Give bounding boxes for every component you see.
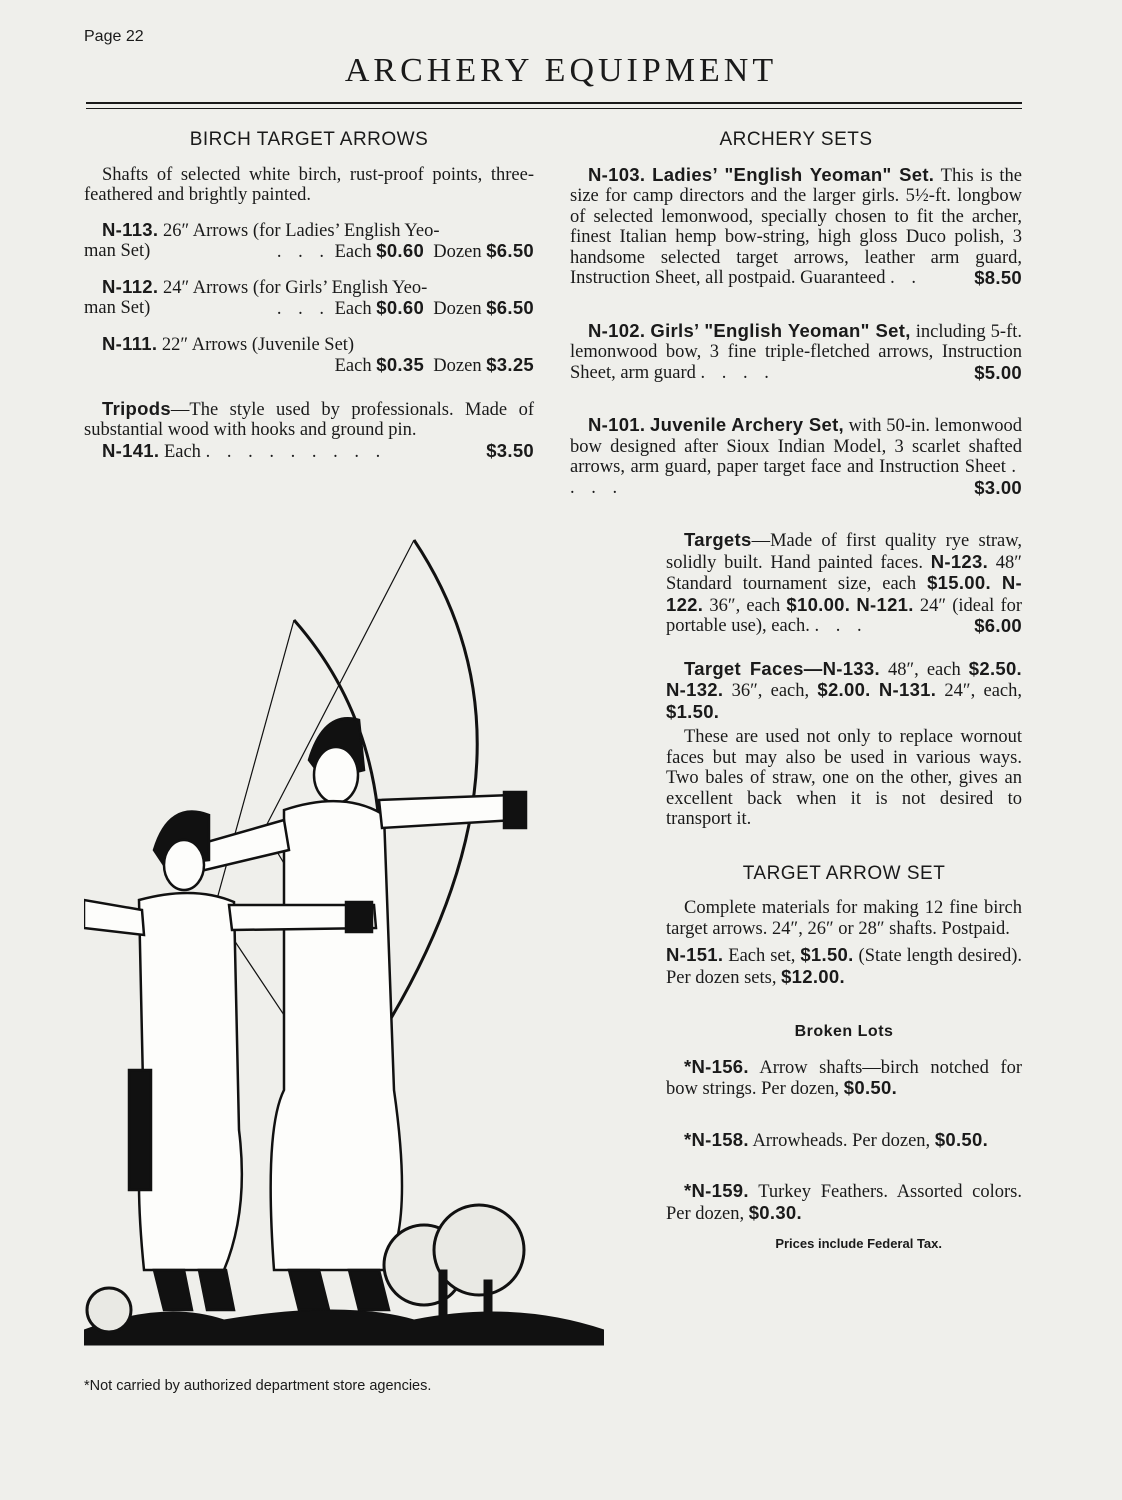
item-code: N-132. — [666, 679, 724, 700]
dozen-label: Dozen — [433, 299, 482, 319]
broken-item-n156 — [666, 1057, 1022, 1100]
item-desc-cont: man Set) — [84, 241, 151, 261]
item-code: N-131. — [878, 679, 937, 700]
tripods-label: Tripods — [102, 397, 171, 419]
faces-desc: 48″, each — [887, 659, 961, 680]
dozen-price: $6.50 — [486, 297, 534, 318]
targets-text: —Made of first quality rye straw, solidly built. Hand painted faces. — [666, 531, 1022, 573]
set-name: Ladies’ "English Yeoman" Set. — [652, 163, 935, 185]
faces-desc: 36″, each, — [731, 681, 810, 701]
targets-desc: 36″, each — [709, 595, 781, 616]
set-name: Girls’ "English Yeoman" Set, — [650, 319, 911, 341]
price: $6.00 — [974, 615, 1022, 636]
set-item-n101: N-101. Juvenile Archery Set, with 50-in. lemonwood bow designed after Sioux Indian Model, 3 scarlet shafted arrows, arm guard, paper target face and Instruction Sheet . . . . $3.00 — [570, 414, 1022, 498]
item-code: *N-159. — [684, 1180, 749, 1201]
arrow-set-text: Complete materials for making 12 fine birch target arrows. 24″, 26″ or 28″ shafts. Postpaid. — [666, 898, 1022, 939]
arrow-set-block — [666, 864, 1022, 989]
tripods-code: N-141. — [102, 439, 160, 461]
price: $0.50. — [934, 1128, 989, 1150]
item-code: N-103. — [588, 163, 646, 185]
page-title: ARCHERY EQUIPMENT — [344, 52, 778, 89]
price: $1.50. — [666, 700, 720, 722]
item-code: N-102. — [588, 319, 646, 341]
each-label: Each — [334, 299, 372, 319]
dozen-price: $6.50 — [486, 240, 534, 261]
each-label: Each — [334, 242, 372, 262]
sets-heading: ARCHERY SETS — [719, 129, 873, 150]
item-code: N-151. — [666, 944, 724, 965]
item-code: *N-156. — [684, 1055, 749, 1077]
rear-bow — [384, 540, 477, 1030]
set-text: including 5-ft. lemonwood bow, 3 fine triple-fletched arrows, Instruction Sheet, arm guard — [570, 321, 1023, 383]
dozen-label: Dozen — [433, 356, 482, 376]
faces-label: Target Faces — [684, 657, 804, 679]
price: $1.50. — [800, 944, 854, 965]
dozen-label: Dozen — [433, 242, 482, 262]
price: $2.00. — [817, 679, 871, 700]
each-price: $0.60 — [376, 240, 425, 261]
item-code: N-101. — [588, 414, 646, 435]
item-code: N-123. — [930, 550, 989, 572]
broken-item-n158 — [666, 1130, 1022, 1152]
set-price: $8.50 — [974, 267, 1022, 288]
broken-lots-block — [666, 1022, 1022, 1255]
set-text: with 50-in. lemonwood bow designed after Sioux Indian Model, 3 scarlet shafted arrows, arm guard, paper target face and Instruction Sheet — [570, 416, 1022, 477]
tripods-block: Tripods—The style used by professionals. Made of substantial wood with hooks and ground pin. N-141. Each . . . . . . . . . $3.50 — [84, 397, 534, 462]
faces-block: Target Faces—N-133. 48″, each $2.50. N-132. 36″, each, $2.00. N-131. 24″, each, $1.50. These are used not only to replace wornout faces but may also be used in various ways. Two bales of straw, one on the other, gives an excellent back when it is not desired to transport it. — [666, 657, 1023, 829]
birch-heading: BIRCH TARGET ARROWS — [189, 129, 429, 150]
tripods-text: —The style used by professionals. Made of substantial wood with hooks and ground pin. — [84, 399, 534, 440]
page-number: Page 22 — [84, 28, 144, 45]
faces-note: These are used not only to replace wornout faces but may also be used in various ways. Two bales of straw, one on the other, gives an excellent back when it is not desired to transport it. — [666, 727, 1022, 829]
price: $12.00. — [781, 965, 845, 987]
price: $15.00. — [927, 572, 991, 593]
broken-lots-heading: Broken Lots — [794, 1023, 894, 1040]
tripods-each: Each — [163, 441, 201, 462]
broken-desc: Turkey Feathers. Assorted colors. Per dozen, — [666, 1182, 1023, 1224]
item-desc: 22″ Arrows (Juvenile Set) — [161, 334, 355, 355]
title-rule-bottom — [86, 108, 1022, 109]
right-column — [570, 130, 1022, 1255]
item-desc: 26″ Arrows (for Ladies’ English Yeo- — [162, 220, 440, 241]
each-price: $0.35 — [376, 354, 425, 375]
arrow-item-n112: N-112. 24″ Arrows (for Girls’ English Yeo- man Set) . . . Each $0.60 Dozen $6.50 — [84, 275, 534, 319]
item-code: N-112. — [102, 275, 159, 297]
item-code: N-133. — [822, 657, 880, 679]
set-item-n103: N-103. Ladies’ "English Yeoman" Set. This is the size for camp directors and the larger girls. 5½-ft. longbow of selected lemonwood, specially chosen to fit the archer, finest Italian hemp bow-string, high gloss Duco polish, 3 handsome selected target arrows, leather arm guard, Instruction Sheet, all postpaid. Guaranteed . . $8.50 — [570, 163, 1022, 288]
item-code: N-113. — [102, 218, 159, 240]
footnote: *Not carried by authorized department store agencies. — [84, 1378, 432, 1394]
dozen-price: $3.25 — [486, 354, 534, 375]
item-code: N-122. — [666, 572, 1022, 615]
title-rule-top — [86, 102, 1022, 104]
targets-block: Targets—Made of first quality rye straw, solidly built. Hand painted faces. N-123. 48″ Standard tournament size, each $15.00. N-122. 36″, each $10.00. N-121. 24″ (ideal for portable use), each. . . . $6.00 — [666, 529, 1023, 636]
birch-intro: Shafts of selected white birch, rust-proof points, three-feathered and brightly painted. — [84, 164, 534, 205]
broken-desc: Arrow shafts—birch notched for bow strings. Per dozen, — [666, 1057, 1022, 1099]
targets-desc: 24″ (ideal for portable use), each. — [666, 595, 1023, 636]
item-desc: 24″ Arrows (for Girls’ English Yeo- — [162, 277, 428, 298]
arrow-item-n111 — [84, 334, 534, 377]
item-code: N-111. — [102, 332, 158, 354]
set-item-n102: N-102. Girls’ "English Yeoman" Set, including 5-ft. lemonwood bow, 3 fine triple-fletched arrows, Instruction Sheet, arm guard . . . . $5.00 — [570, 319, 1023, 383]
arrow-set-heading: TARGET ARROW SET — [742, 862, 946, 884]
targets-desc: 48″ Standard tournament size, each — [666, 552, 1022, 594]
front-bowstring — [214, 620, 294, 910]
set-text: This is the size for camp directors and the larger girls. 5½-ft. longbow of selected lemonwood, specially chosen to fit the archer, finest Italian hemp bow-string, high gloss Duco polish, 3 handsome selected target arrows, leather arm guard, Instruction Sheet, all postpaid. Guaranteed — [570, 165, 1022, 288]
left-column — [84, 130, 534, 462]
price: $10.00. — [786, 593, 851, 615]
broken-desc: Arrowheads. Per dozen, — [752, 1130, 931, 1151]
arrow-set-desc: Each set, — [728, 946, 796, 966]
set-price: $5.00 — [974, 361, 1022, 383]
each-label: Each — [334, 356, 372, 376]
tax-note: Prices include Federal Tax. — [775, 1236, 942, 1251]
price: $2.50. — [968, 657, 1023, 679]
broken-item-n159 — [666, 1181, 1022, 1224]
set-price: $3.00 — [974, 476, 1022, 498]
arrow-item-n113: N-113. 26″ Arrows (for Ladies’ English Yeo- man Set) . . . Each $0.60 Dozen $6.50 — [84, 218, 534, 262]
item-code: *N-158. — [684, 1128, 749, 1150]
item-desc-cont: man Set) — [84, 298, 151, 318]
price: $0.30. — [748, 1201, 802, 1223]
item-code: N-121. — [856, 593, 914, 615]
arrow-set-desc: (State length desired). Per dozen sets, — [666, 946, 1023, 988]
each-price: $0.60 — [376, 297, 425, 318]
archers-illustration — [84, 530, 604, 1370]
targets-label: Targets — [684, 529, 752, 550]
set-name: Juvenile Archery Set, — [650, 414, 844, 435]
faces-desc: 24″, each, — [944, 681, 1022, 701]
tripods-price: $3.50 — [486, 439, 534, 461]
price: $0.50. — [843, 1077, 898, 1098]
